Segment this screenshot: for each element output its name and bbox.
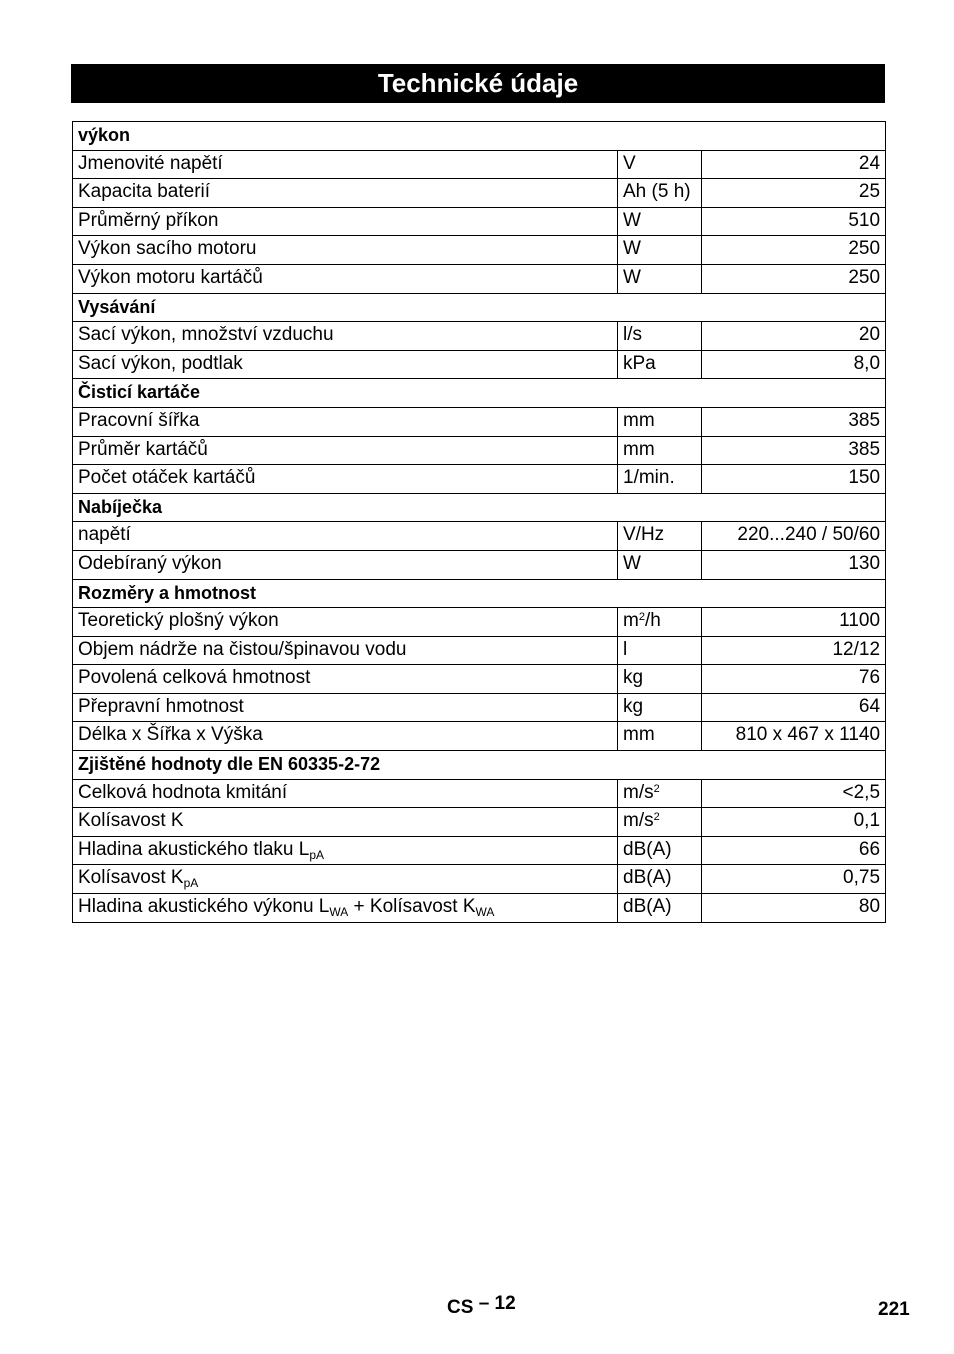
row-label (73, 608, 618, 637)
table-row (73, 236, 886, 265)
row-label (73, 207, 618, 236)
section-heading: Vysávání (73, 293, 886, 322)
label-text: Hladina akustického výkonu L (78, 896, 330, 918)
label-text: Výkon sacího motoru (78, 238, 257, 260)
row-unit (618, 207, 702, 236)
table-row (73, 350, 886, 379)
row-value: 20 (702, 322, 886, 351)
row-value: 64 (702, 693, 886, 722)
section-row (73, 379, 886, 408)
row-unit (618, 322, 702, 351)
row-label (73, 465, 618, 494)
row-unit (618, 150, 702, 179)
unit-text: m (623, 610, 639, 632)
table-row (73, 207, 886, 236)
label-text: Povolená celková hmotnost (78, 667, 311, 689)
label-text: Sací výkon, množství vzduchu (78, 324, 334, 346)
row-value: 250 (702, 264, 886, 293)
unit-text: kPa (623, 352, 656, 374)
unit-superscript: 2 (653, 782, 660, 795)
row-value: 8,0 (702, 350, 886, 379)
row-unit (618, 894, 702, 923)
row-label (73, 693, 618, 722)
unit-text: m/s (623, 810, 654, 832)
row-label (73, 236, 618, 265)
label-text: Průměr kartáčů (78, 438, 208, 460)
unit-text: W (623, 238, 641, 260)
table-row (73, 636, 886, 665)
row-unit (618, 608, 702, 637)
row-value: 0,1 (702, 808, 886, 837)
row-label (73, 264, 618, 293)
table-row (73, 407, 886, 436)
unit-text: l (623, 638, 628, 660)
row-unit (618, 465, 702, 494)
table-row (73, 722, 886, 751)
row-label (73, 322, 618, 351)
row-label (73, 436, 618, 465)
unit-text: W (623, 552, 641, 574)
row-label (73, 808, 618, 837)
label-text: Kolísavost K (78, 867, 184, 889)
row-unit (618, 779, 702, 808)
row-label (73, 865, 618, 894)
unit-text: m/s (623, 781, 654, 803)
row-unit (618, 836, 702, 865)
row-label (73, 665, 618, 694)
row-value: 130 (702, 550, 886, 579)
section-heading: výkon (73, 122, 886, 151)
row-label (73, 836, 618, 865)
label-text: Počet otáček kartáčů (78, 467, 256, 489)
label-text: Přepravní hmotnost (78, 695, 244, 717)
table-row (73, 808, 886, 837)
label-text: Celková hodnota kmitání (78, 781, 288, 803)
footer-dash: – (478, 1293, 490, 1314)
unit-text: 1/min. (623, 467, 675, 489)
label-text: Výkon motoru kartáčů (78, 266, 263, 288)
unit-text: dB(A) (623, 838, 672, 860)
row-unit (618, 808, 702, 837)
section-row (73, 493, 886, 522)
label-text: Kapacita baterií (78, 181, 211, 203)
unit-text: mm (623, 438, 655, 460)
label-text: napětí (78, 524, 131, 546)
unit-text: dB(A) (623, 867, 672, 889)
table-row (73, 522, 886, 551)
row-label (73, 779, 618, 808)
label-text: Objem nádrže na čistou/špinavou vodu (78, 638, 407, 660)
unit-superscript: 2 (638, 611, 645, 624)
footer-local-page: 12 (494, 1293, 516, 1314)
row-unit (618, 436, 702, 465)
row-value: 250 (702, 236, 886, 265)
row-unit (618, 636, 702, 665)
row-value: 385 (702, 436, 886, 465)
label-text: Pracovní šířka (78, 409, 200, 431)
section-row (73, 293, 886, 322)
row-value: 24 (702, 150, 886, 179)
label-text: Sací výkon, podtlak (78, 352, 243, 374)
row-label (73, 179, 618, 208)
row-unit (618, 350, 702, 379)
row-value: 150 (702, 465, 886, 494)
label-text-continued: + Kolísavost K (348, 896, 476, 918)
row-label (73, 150, 618, 179)
row-unit (618, 550, 702, 579)
unit-text: l/s (623, 324, 642, 346)
label-subscript: pA (183, 876, 199, 891)
page-title: Technické údaje (71, 64, 885, 103)
unit-text-suffix: /h (644, 610, 661, 632)
unit-text: dB(A) (623, 896, 672, 918)
row-label (73, 894, 618, 923)
unit-text: mm (623, 409, 655, 431)
row-unit (618, 236, 702, 265)
label-text: Jmenovité napětí (78, 152, 223, 174)
label-text: Kolísavost K (78, 810, 184, 832)
row-unit (618, 693, 702, 722)
row-value: 66 (702, 836, 886, 865)
row-value: 80 (702, 894, 886, 923)
row-value: 510 (702, 207, 886, 236)
label-text: Odebíraný výkon (78, 552, 222, 574)
row-unit (618, 665, 702, 694)
table-row (73, 150, 886, 179)
unit-text: V (623, 152, 636, 174)
unit-text: mm (623, 724, 655, 746)
table-row (73, 693, 886, 722)
row-label (73, 550, 618, 579)
table-row (73, 779, 886, 808)
unit-text: kg (623, 695, 644, 717)
section-heading: Rozměry a hmotnost (73, 579, 886, 608)
unit-text: V/Hz (623, 524, 665, 546)
unit-text: W (623, 266, 641, 288)
row-value: <2,5 (702, 779, 886, 808)
row-value: 0,75 (702, 865, 886, 894)
page-number: 221 (878, 1299, 910, 1320)
row-value: 385 (702, 407, 886, 436)
label-text: Hladina akustického tlaku L (78, 838, 310, 860)
table-row (73, 608, 886, 637)
row-label (73, 350, 618, 379)
table-row (73, 436, 886, 465)
label-text: Délka x Šířka x Výška (78, 724, 263, 746)
label-text: Průměrný příkon (78, 209, 219, 231)
footer-section-label (447, 1293, 516, 1319)
row-unit (618, 407, 702, 436)
spec-table (72, 121, 886, 923)
row-unit (618, 865, 702, 894)
table-row (73, 550, 886, 579)
row-value: 76 (702, 665, 886, 694)
row-label (73, 722, 618, 751)
section-row (73, 579, 886, 608)
row-value: 220...240 / 50/60 (702, 522, 886, 551)
table-row (73, 836, 886, 865)
section-row (73, 122, 886, 151)
label-subscript: pA (309, 847, 324, 862)
row-unit (618, 179, 702, 208)
row-value: 810 x 467 x 1140 (702, 722, 886, 751)
row-label (73, 522, 618, 551)
section-row (73, 751, 886, 780)
row-value: 12/12 (702, 636, 886, 665)
table-row (73, 179, 886, 208)
table-row (73, 264, 886, 293)
row-unit (618, 722, 702, 751)
unit-superscript: 2 (653, 811, 660, 824)
label-text: Teoretický plošný výkon (78, 610, 279, 632)
table-row (73, 665, 886, 694)
unit-text: Ah (5 h) (623, 181, 691, 203)
label-subscript: WA (475, 905, 495, 920)
row-label (73, 407, 618, 436)
table-row (73, 894, 886, 923)
table-row (73, 865, 886, 894)
unit-text: W (623, 209, 641, 231)
label-subscript: WA (329, 905, 349, 920)
footer-lang: CS (447, 1297, 474, 1318)
section-heading: Nabíječka (73, 493, 886, 522)
unit-text: kg (623, 667, 644, 689)
row-value: 25 (702, 179, 886, 208)
row-unit (618, 264, 702, 293)
row-label (73, 636, 618, 665)
table-row (73, 322, 886, 351)
section-heading: Zjištěné hodnoty dle EN 60335-2-72 (73, 751, 886, 780)
row-value: 1100 (702, 608, 886, 637)
section-heading: Čisticí kartáče (73, 379, 886, 408)
row-unit (618, 522, 702, 551)
table-row (73, 465, 886, 494)
